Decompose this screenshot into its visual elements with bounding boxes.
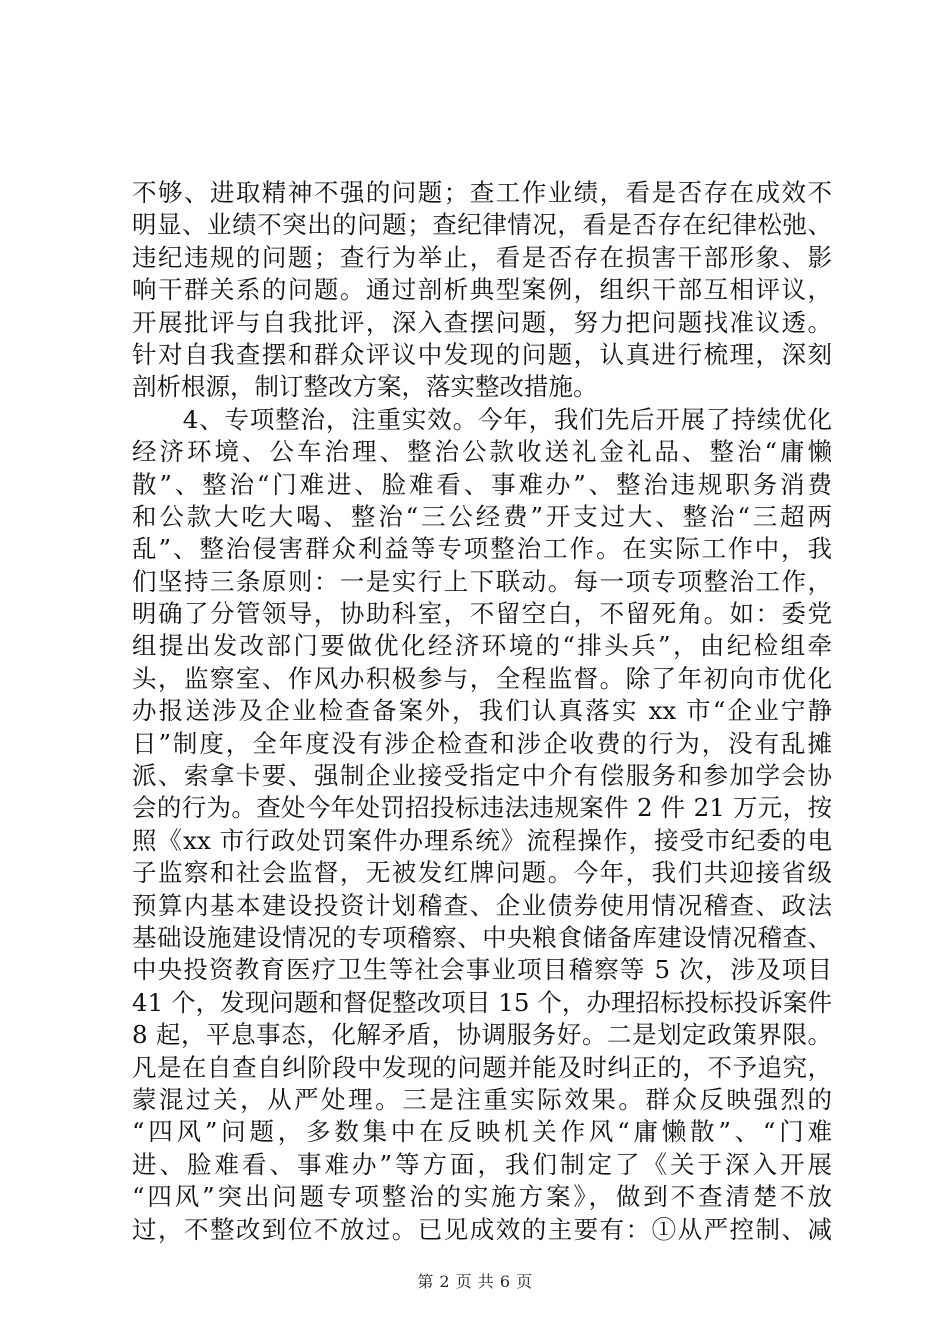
text-line: 4、专项整治，注重实效。今年，我们先后开展了持续优化 bbox=[132, 404, 832, 434]
text-line: 预算内基本建设投资计划稽查、企业债券使用情况稽查、政法 bbox=[132, 890, 832, 920]
text-line: “四风”问题，多数集中在反映机关作风“庸懒散”、“门难 bbox=[132, 1117, 832, 1147]
text-line: 响干群关系的问题。通过剖析典型案例，组织干部互相评议， bbox=[132, 275, 832, 305]
text-line: 基础设施建设情况的专项稽察、中央粮食储备库建设情况稽查、 bbox=[132, 922, 832, 952]
text-line: 针对自我查摆和群众评议中发现的问题，认真进行梳理，深刻 bbox=[132, 339, 832, 369]
text-line: 明确了分管领导，协助科室，不留空白，不留死角。如：委党 bbox=[132, 599, 832, 629]
text-line: 散”、整治“门难进、脸难看、事难办”、整治违规职务消费 bbox=[132, 469, 832, 499]
text-line: 开展批评与自我批评，深入查摆问题，努力把问题找准议透。 bbox=[132, 307, 832, 337]
text-line: 和公款大吃大喝、整治“三公经费”开支过大、整治“三超两 bbox=[132, 501, 832, 531]
text-line: 乱”、整治侵害群众利益等专项整治工作。在实际工作中，我 bbox=[132, 534, 832, 564]
text-line: 不够、进取精神不强的问题；查工作业绩，看是否存在成效不 bbox=[132, 178, 832, 207]
text-line: 照《xx 市行政处罚案件办理系统》流程操作，接受市纪委的电 bbox=[132, 825, 832, 855]
text-line: “四风”突出问题专项整治的实施方案》，做到不查清楚不放 bbox=[132, 1182, 832, 1212]
text-line: 办报送涉及企业检查备案外，我们认真落实 xx 市“企业宁静 bbox=[132, 696, 832, 726]
text-line: 头，监察室、作风办积极参与，全程监督。除了年初向市优化 bbox=[132, 663, 832, 693]
text-line: 经济环境、公车治理、整治公款收送礼金礼品、整治“庸懒 bbox=[132, 437, 832, 467]
text-line: 派、索拿卡要、强制企业接受指定中介有偿服务和参加学会协 bbox=[132, 761, 832, 791]
text-line: 组提出发改部门要做优化经济环境的“排头兵”，由纪检组牵 bbox=[132, 631, 832, 661]
text-line: 进、脸难看、事难办”等方面，我们制定了《关于深入开展 bbox=[132, 1149, 832, 1179]
body-text bbox=[132, 177, 832, 1246]
text-line: 蒙混过关，从严处理。三是注重实际效果。群众反映强烈的 bbox=[132, 1084, 832, 1114]
text-line: 们坚持三条原则：一是实行上下联动。每一项专项整治工作， bbox=[132, 566, 832, 596]
text-line: 明显、业绩不突出的问题；查纪律情况，看是否存在纪律松弛、 bbox=[132, 210, 832, 240]
text-line: 凡是在自查自纠阶段中发现的问题并能及时纠正的，不予追究， bbox=[132, 1052, 832, 1082]
text-line: 日”制度，全年度没有涉企检查和涉企收费的行为，没有乱摊 bbox=[132, 728, 832, 758]
text-line: 违纪违规的问题；查行为举止，看是否存在损害干部形象、影 bbox=[132, 242, 832, 272]
text-line: 中央投资教育医疗卫生等社会事业项目稽察等 5 次，涉及项目 bbox=[132, 955, 832, 985]
text-line: 过，不整改到位不放过。已见成效的主要有：①从严控制、减 bbox=[132, 1214, 832, 1244]
page-footer: 第 2 页 共 6 页 bbox=[417, 1272, 533, 1291]
text-line: 子监察和社会监督，无被发红牌问题。今年，我们共迎接省级 bbox=[132, 858, 832, 888]
text-line: 8 起，平息事态，化解矛盾，协调服务好。二是划定政策界限。 bbox=[132, 1020, 832, 1050]
text-line: 剖析根源，制订整改方案，落实整改措施。 bbox=[132, 372, 598, 402]
text-line: 41 个，发现问题和督促整改项目 15 个，办理招标投标投诉案件 bbox=[132, 987, 832, 1017]
text-line: 会的行为。查处今年处罚招投标违法违规案件 2 件 21 万元，按 bbox=[132, 793, 832, 823]
